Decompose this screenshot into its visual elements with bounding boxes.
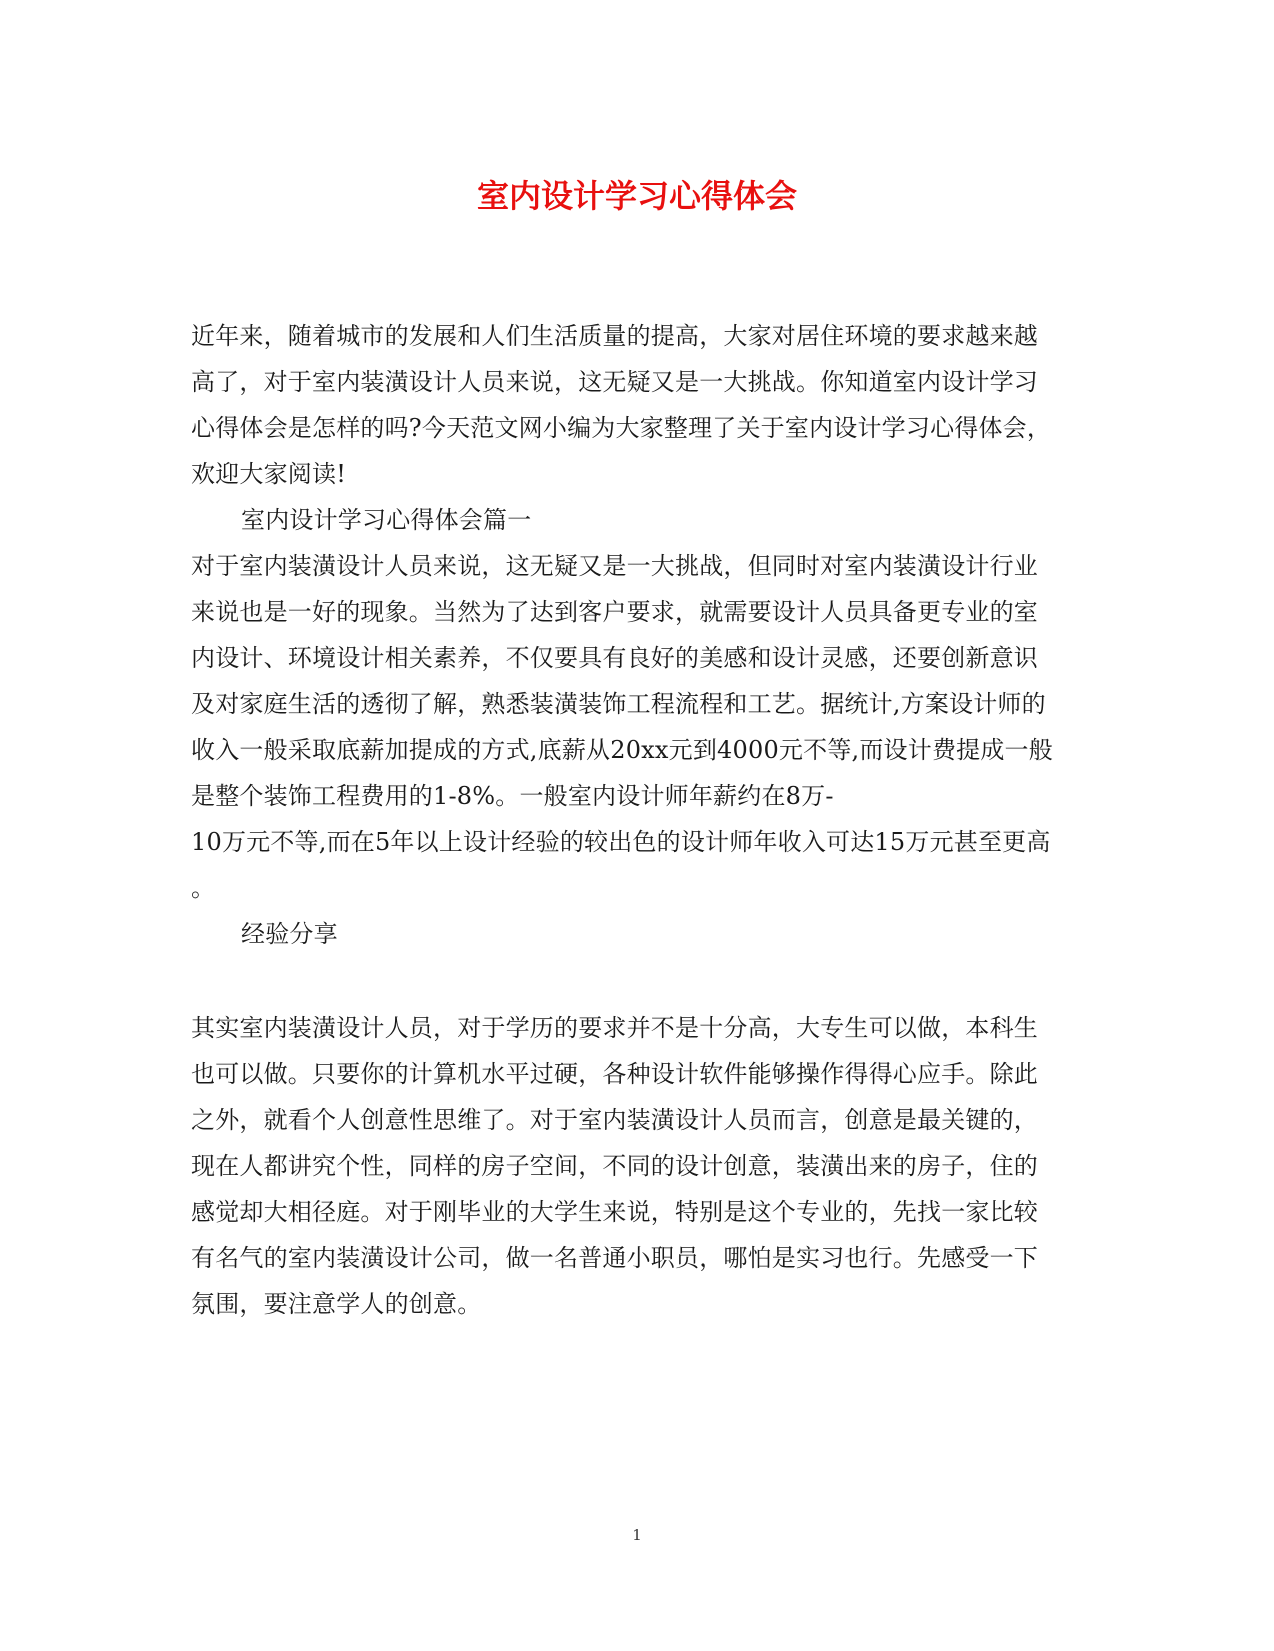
- text-line: 感觉却大相径庭。对于刚毕业的大学生来说，特别是这个专业的，先找一家比较: [191, 1198, 1038, 1226]
- page-number: 1: [632, 1526, 642, 1544]
- text-line: 氛围，要注意学人的创意。: [191, 1290, 482, 1318]
- text-line: 心得体会是怎样的吗?今天范文网小编为大家整理了关于室内设计学习心得体会，: [191, 414, 1052, 442]
- text-line: 10万元不等,而在5年以上设计经验的较出色的设计师年收入可达15万元甚至更高: [191, 828, 1051, 856]
- text-line: 收入一般采取底薪加提成的方式,底薪从20xx元到4000元不等,而设计费提成一般: [191, 736, 1053, 764]
- text-line: 欢迎大家阅读!: [191, 460, 347, 488]
- section-heading-two: 经验分享: [241, 920, 338, 948]
- text-line: 近年来，随着城市的发展和人们生活质量的提高，大家对居住环境的要求越来越: [191, 322, 1038, 350]
- text-line: 其实室内装潢设计人员，对于学历的要求并不是十分高，大专生可以做，本科生: [191, 1014, 1038, 1042]
- text-line: 之外，就看个人创意性思维了。对于室内装潢设计人员而言，创意是最关键的，: [191, 1106, 1038, 1134]
- text-line: 也可以做。只要你的计算机水平过硬，各种设计软件能够操作得得心应手。除此: [191, 1060, 1038, 1088]
- text-line: 及对家庭生活的透彻了解，熟悉装潢装饰工程流程和工艺。据统计,方案设计师的: [191, 690, 1046, 718]
- text-line: 来说也是一好的现象。当然为了达到客户要求，就需要设计人员具备更专业的室: [191, 598, 1038, 626]
- text-line: 对于室内装潢设计人员来说，这无疑又是一大挑战，但同时对室内装潢设计行业: [191, 552, 1038, 580]
- text-line: 是整个装饰工程费用的1-8%。一般室内设计师年薪约在8万-: [191, 782, 834, 810]
- text-line: 高了，对于室内装潢设计人员来说，这无疑又是一大挑战。你知道室内设计学习: [191, 368, 1038, 396]
- document-title: 室内设计学习心得体会: [476, 177, 797, 215]
- text-line: 有名气的室内装潢设计公司，做一名普通小职员，哪怕是实习也行。先感受一下: [191, 1244, 1038, 1272]
- text-line: 内设计、环境设计相关素养，不仅要具有良好的美感和设计灵感，还要创新意识: [191, 644, 1038, 672]
- text-line: 现在人都讲究个性，同样的房子空间，不同的设计创意，装潢出来的房子，住的: [191, 1152, 1038, 1180]
- section-heading-one: 室内设计学习心得体会篇一: [241, 506, 532, 534]
- text-line: 。: [191, 874, 216, 902]
